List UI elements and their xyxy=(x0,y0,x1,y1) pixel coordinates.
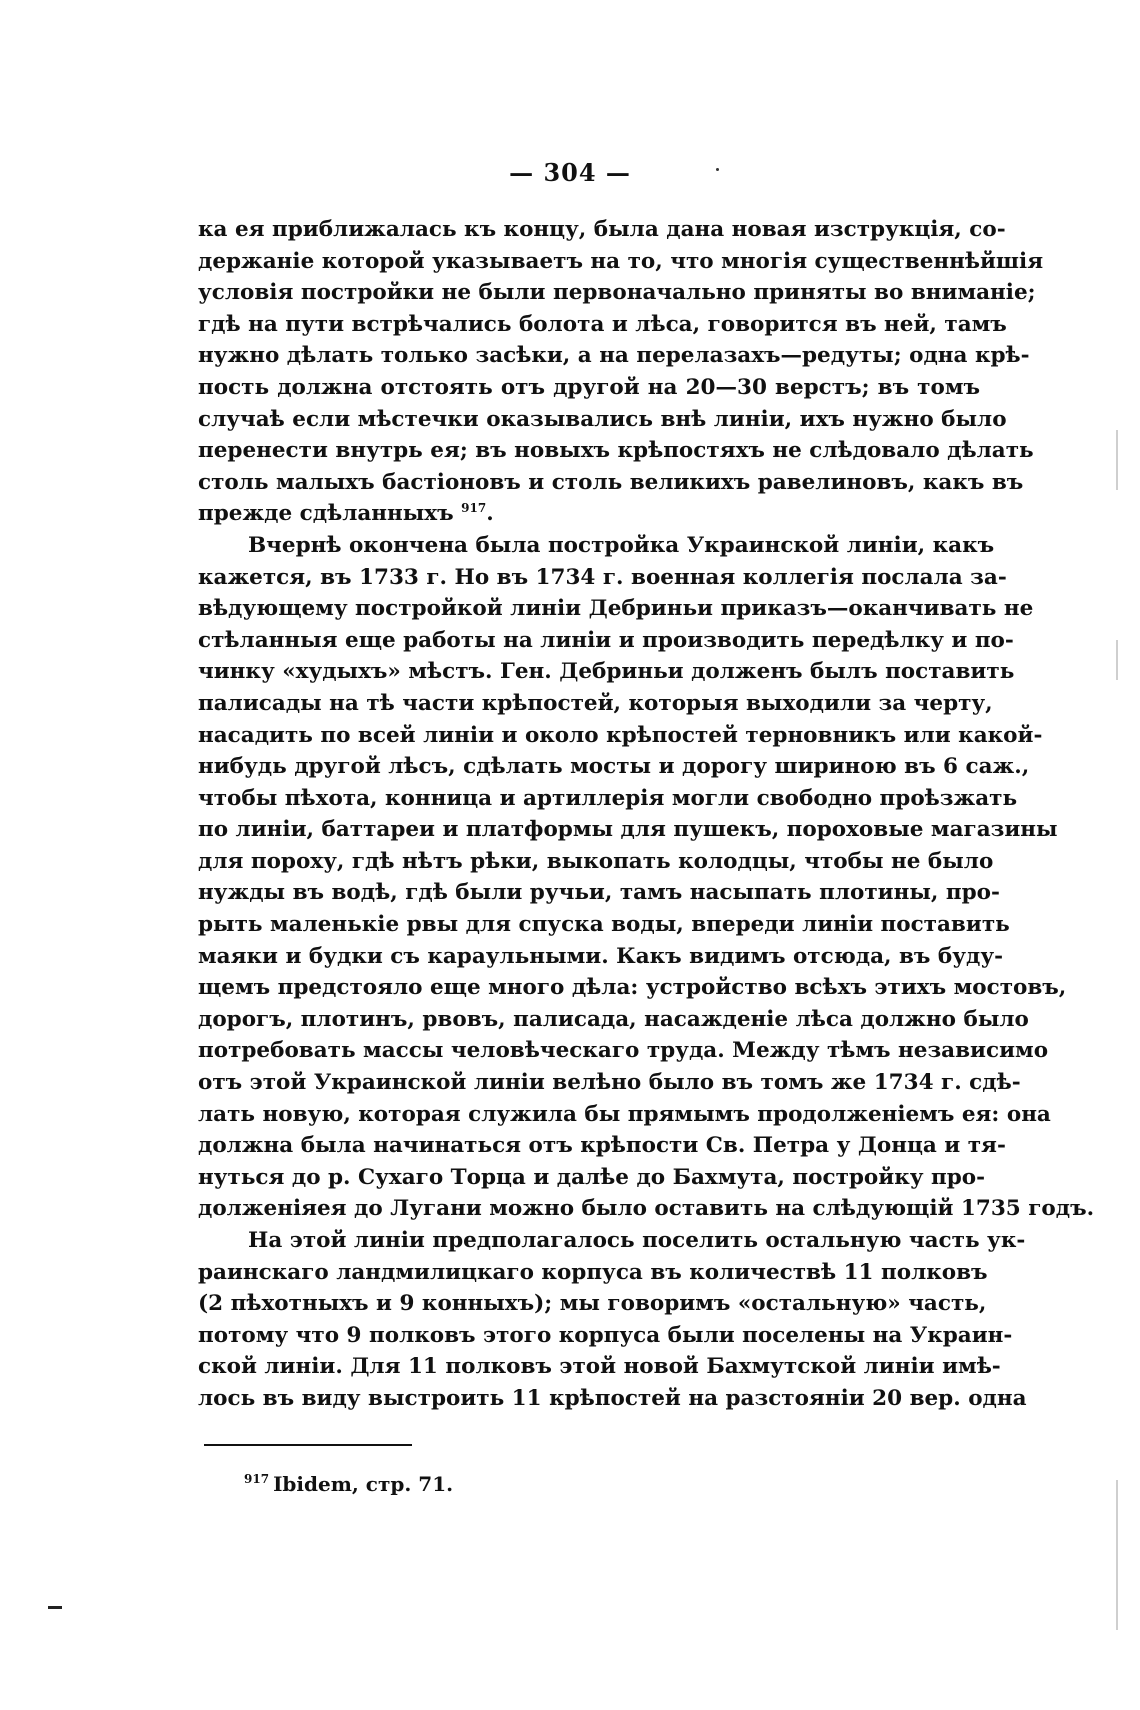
text-line: чинку «худыхъ» мѣстъ. Ген. Дебриньи долженъ былъ поставить xyxy=(198,659,1015,685)
text-line: нуться до р. Сухаго Торца и далѣе до Бахмута, постройку про- xyxy=(198,1164,986,1190)
text-line: На этой линіи предполагалось поселить остальную часть ук- xyxy=(248,1228,1026,1253)
text-line: держаніе которой указываетъ на то, что многія существеннѣйшія xyxy=(198,248,1044,274)
text-line: щемъ предстояло еще много дѣла: устройство всѣхъ этихъ мостовъ, xyxy=(198,975,1067,1001)
text-line: прежде сдѣланныхъ $^{917}$. xyxy=(198,501,494,527)
text-line: лать новую, которая служила бы прямымъ продолженіемъ ея: она xyxy=(198,1101,1051,1127)
text-line: нужно дѣлать только засѣки, а на перелазахъ—редуты; одна крѣ- xyxy=(198,343,1030,369)
text-line: ской линіи. Для 11 полковъ этой новой Бахмутской линіи имѣ- xyxy=(198,1354,1001,1380)
text-line: по линіи, баттареи и платформы для пушекъ, пороховые магазины xyxy=(198,817,1058,843)
text-line: гдѣ на пути встрѣчались болота и лѣса, говорится въ ней, тамъ xyxy=(198,311,1007,337)
text-line: кажется, въ 1733 г. Но въ 1734 г. военная коллегія послала за- xyxy=(198,564,1007,590)
footnote-reference: 917 xyxy=(461,501,487,516)
text-line: долженіяея до Лугани можно было оставить на слѣдующій 1735 годъ. xyxy=(198,1196,1095,1222)
text-line: столь малыхъ бастіоновъ и столь великихъ равелиновъ, какъ въ xyxy=(198,469,1024,495)
text-line: нибудь другой лѣсъ, сдѣлать мосты и дорогу шириною въ 6 саж., xyxy=(198,754,1030,780)
page-edge-shadow xyxy=(1116,1480,1118,1630)
text-line: чтобы пѣхота, конница и артиллерія могли свободно проѣзжать xyxy=(198,785,1018,811)
body-text xyxy=(198,214,1095,1415)
footnote xyxy=(244,1472,453,1496)
text-line: дорогъ, плотинъ, рвовъ, палисада, насажденіе лѣса должно было xyxy=(198,1006,1029,1032)
margin-mark xyxy=(48,1606,62,1609)
text-line: должна была начинаться отъ крѣпости Св. Петра у Донца и тя- xyxy=(198,1133,1006,1159)
text-line: стѣланныя еще работы на линіи и производить передѣлку и по- xyxy=(198,627,1014,653)
text-line: раинскаго ландмилицкаго корпуса въ количествѣ 11 полковъ xyxy=(198,1259,988,1285)
footnote-divider xyxy=(204,1444,412,1446)
scan-speck xyxy=(716,168,719,171)
page-number: — 304 — xyxy=(509,158,631,187)
text-line: потому что 9 полковъ этого корпуса были поселены на Украин- xyxy=(198,1322,1013,1348)
text-line: для пороху, гдѣ нѣтъ рѣки, выкопать колодцы, чтобы не было xyxy=(198,848,994,874)
text-line: условія постройки не были первоначально приняты во вниманіе; xyxy=(198,280,1036,306)
text-line: перенести внутрь ея; въ новыхъ крѣпостяхъ не слѣдовало дѣлать xyxy=(198,438,1034,464)
text-line: лось въ виду выстроить 11 крѣпостей на разстояніи 20 вер. одна xyxy=(198,1385,1027,1411)
page-edge-shadow xyxy=(1116,640,1118,680)
footnote-text: Ibidem, стр. 71. xyxy=(273,1472,454,1496)
text-line: насадить по всей линіи и около крѣпостей терновникъ или какой- xyxy=(198,722,1043,748)
text-line-content: прежде сдѣланныхъ xyxy=(198,501,454,527)
page-edge-shadow xyxy=(1116,430,1118,490)
text-line: (2 пѣхотныхъ и 9 конныхъ); мы говоримъ «остальную» часть, xyxy=(198,1291,987,1317)
text-line: случаѣ если мѣстечки оказывались внѣ линіи, ихъ нужно было xyxy=(198,406,1007,432)
text-line: Вчернѣ окончена была постройка Украинской линіи, какъ xyxy=(248,532,995,558)
text-line: ка ея приближалась къ концу, была дана новая изструкція, со- xyxy=(198,217,1006,242)
text-line: пость должна отстоять отъ другой на 20—30 верстъ; въ томъ xyxy=(198,374,980,400)
text-line: нужды въ водѣ, гдѣ были ручьи, тамъ насыпать плотины, про- xyxy=(198,880,1000,906)
footnote-mark: 917 xyxy=(244,1472,270,1487)
text-line: отъ этой Украинской линіи велѣно было въ томъ же 1734 г. сдѣ- xyxy=(198,1070,1021,1096)
text-line: палисады на тѣ части крѣпостей, которыя выходили за черту, xyxy=(198,690,993,716)
text-line: потребовать массы человѣческаго труда. Между тѣмъ независимо xyxy=(198,1038,1049,1064)
text-line: вѣдующему постройкой линіи Дебриньи приказъ—оканчивать не xyxy=(198,596,1034,622)
text-line: маяки и будки съ караульными. Какъ видимъ отсюда, въ буду- xyxy=(198,943,1004,969)
text-line: рыть маленькіе рвы для спуска воды, впереди линіи поставить xyxy=(198,912,1010,938)
